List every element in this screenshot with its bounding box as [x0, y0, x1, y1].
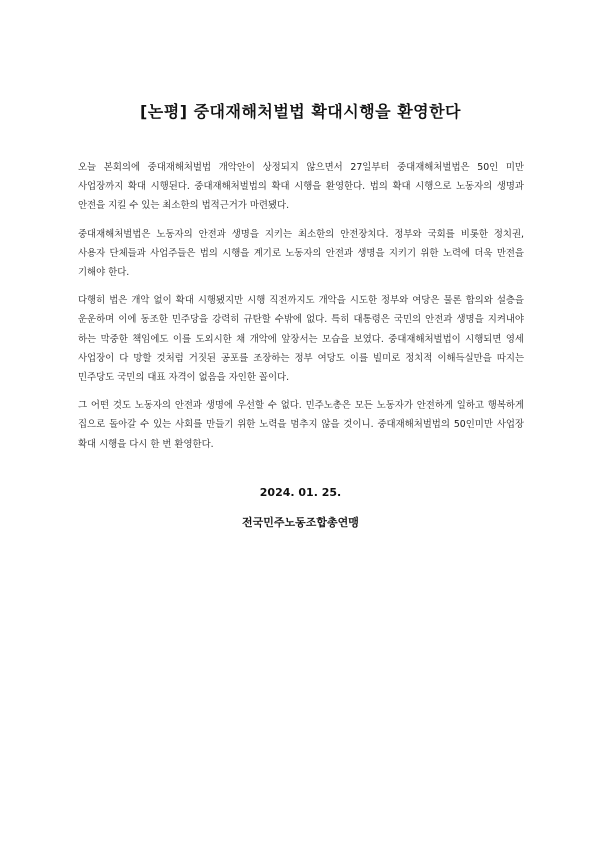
paragraph-3: 다행히 법은 개악 없이 확대 시행됐지만 시행 직전까지도 개악을 시도한 정부와 여당은 물론 합의와 설층을 운운하며 이에 동조한 민주당을 강력히 규탄할 수밖에 없다. 특히 대통령은 국민의 안전과 생명을 지켜내야 하는 막중한 책임에도 이를 도외시한 채 개악에 앞장서는 모습을 보였다. 중대재해처벌법이 시행되면 영세 사업장이 다 망할 것처럼 거짓된 공포를 조장하는 정부 여당도 이를 빌미로 정치적 이해득실만을 따지는 민주당도 국민의 대표 자격이 없음을 자인한 꼴이다.: [78, 295, 524, 384]
document-date: 2024. 01. 25.: [259, 486, 342, 499]
document-body: [78, 158, 524, 463]
document-title: [논평] 중대재해처벌법 확대시행을 환영한다: [139, 102, 462, 121]
paragraph-2: 중대재해처벌법은 노동자의 안전과 생명을 지키는 최소한의 안전장치다. 정부와 국회를 비롯한 정치권, 사용자 단체들과 사업주들은 법의 시행을 계기로 노동자의 안전과 생명을 지키기 위한 노력에 더욱 만전을 기해야 한다.: [78, 228, 524, 279]
paragraph-1: 오늘 본회의에 중대재해처벌법 개악안이 상정되지 않으면서 27일부터 중대재해처벌법은 50인 미만 사업장까지 확대 시행된다. 중대재해처벌법의 확대 시행을 환영한다. 법의 확대 시행으로 노동자의 생명과 안전을 지킬 수 있는 최소한의 법적근거가 마련됐다.: [78, 162, 524, 212]
issuing-organization: 전국민주노동조합총연맹: [242, 516, 359, 529]
paragraph-4: 그 어떤 것도 노동자의 안전과 생명에 우선할 수 없다. 민주노총은 모든 노동자가 안전하게 일하고 행복하게 집으로 돌아갈 수 있는 사회를 만들기 위한 노력을 멈추지 않을 것이니. 중대재해처벌법의 50인미만 사업장 확대 시행을 다시 한 번 환영한다.: [78, 400, 524, 450]
